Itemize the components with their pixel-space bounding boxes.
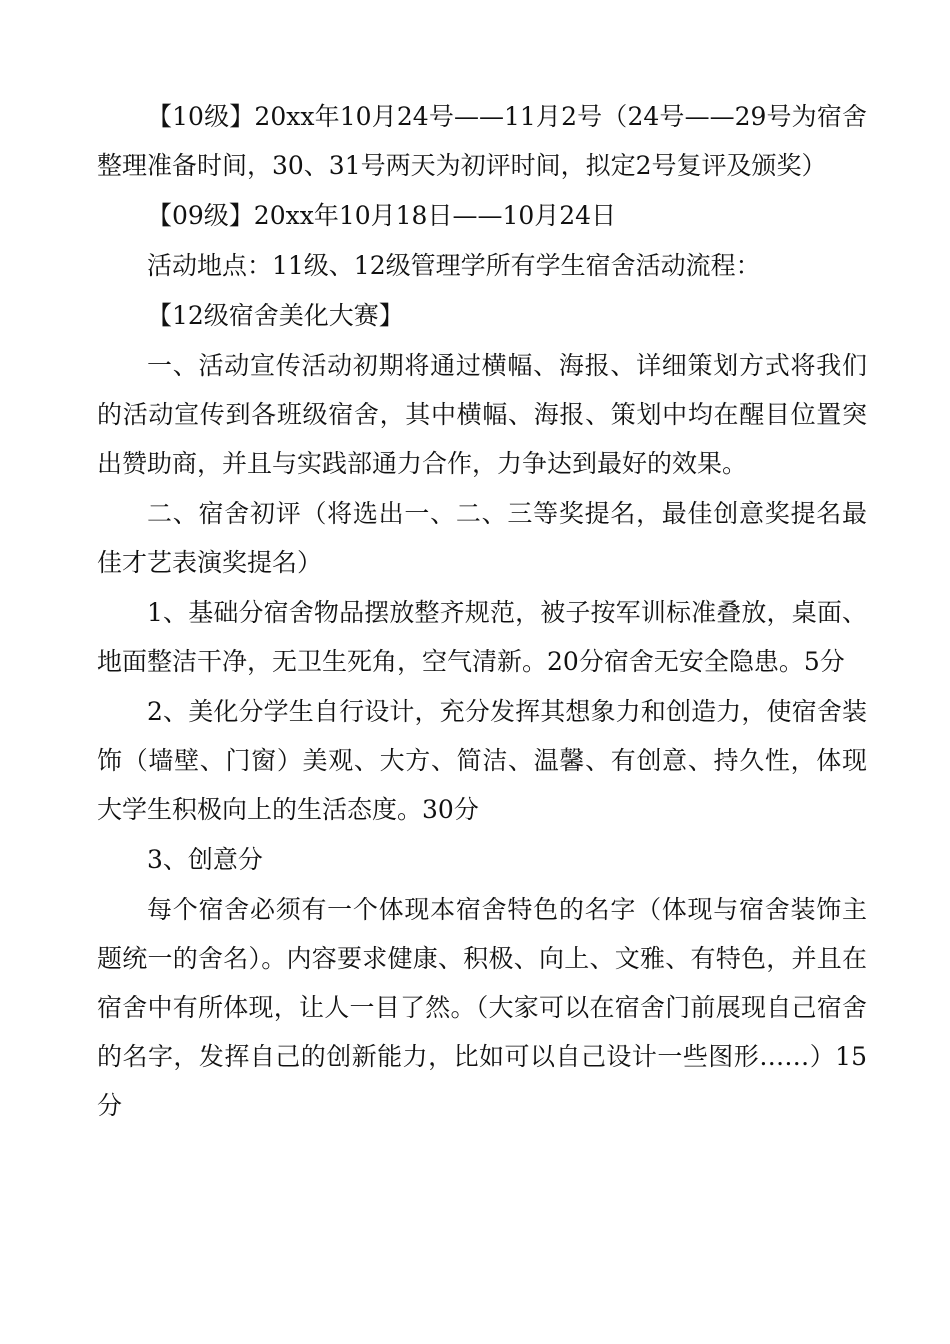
document-body [97,92,867,1130]
paragraph-basic-score: 1、基础分宿舍物品摆放整齐规范，被子按军训标准叠放，桌面、地面整洁干净，无卫生死角，空气清新。20分宿舍无安全隐患。5分 [97,598,867,676]
paragraph-grade10-schedule: 【10级】20xx年10月24号——11月2号（24号——29号为宿舍整理准备时间，30、31号两天为初评时间，拟定2号复评及颁奖） [97,102,867,180]
paragraph-beautify-score: 2、美化分学生自行设计，充分发挥其想象力和创造力，使宿舍装饰（墙壁、门窗）美观、大方、简洁、温馨、有创意、持久性，体现大学生积极向上的生活态度。30分 [97,697,867,824]
paragraph-contest-title: 【12级宿舍美化大赛】 [147,301,404,330]
paragraph-promotion: 一、活动宣传活动初期将通过横幅、海报、详细策划方式将我们的活动宣传到各班级宿舍，其中横幅、海报、策划中均在醒目位置突出赞助商，并且与实践部通力合作，力争达到最好的效果。 [97,351,867,478]
paragraph-creative-heading: 3、创意分 [147,845,263,874]
paragraph-creative-detail: 每个宿舍必须有一个体现本宿舍特色的名字（体现与宿舍装饰主题统一的舍名）。内容要求健康、积极、向上、文雅、有特色，并且在宿舍中有所体现，让人一目了然。（大家可以在宿舍门前展现自己宿舍的名字，发挥自己的创新能力，比如可以自己设计一些图形……）15分 [97,895,867,1120]
paragraph-grade09-schedule: 【09级】20xx年10月18日——10月24日 [147,201,617,230]
paragraph-initial-review: 二、宿舍初评（将选出一、二、三等奖提名，最佳创意奖提名最佳才艺表演奖提名） [97,499,867,577]
paragraph-location: 活动地点：11级、12级管理学所有学生宿舍活动流程： [147,251,761,280]
